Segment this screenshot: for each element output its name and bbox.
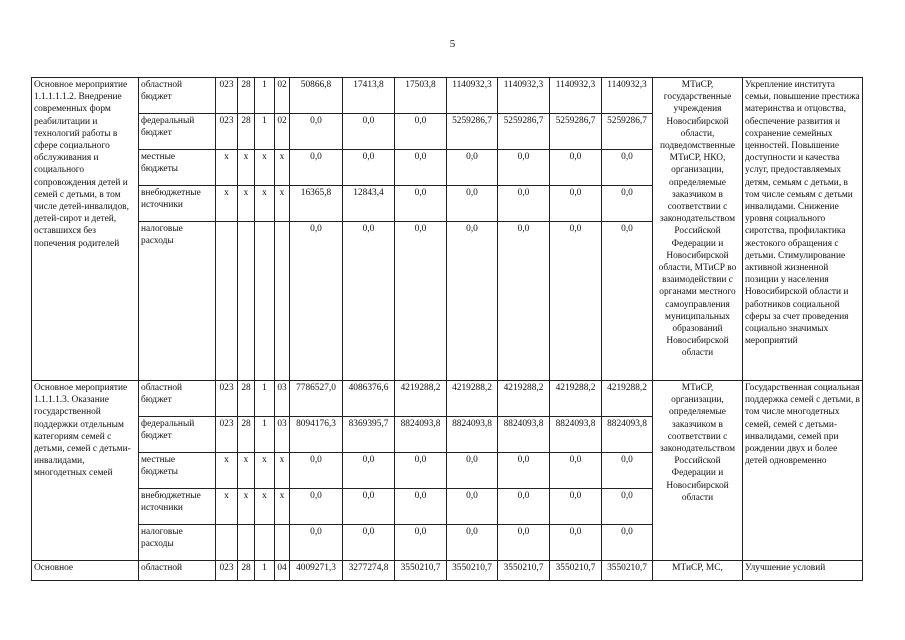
budget-code: 02 bbox=[275, 78, 290, 114]
amount-cell: 0,0 bbox=[395, 489, 447, 525]
amount-cell: 0,0 bbox=[602, 150, 653, 186]
budget-code: х bbox=[216, 489, 238, 525]
amount-cell: 0,0 bbox=[343, 525, 395, 561]
budget-code bbox=[216, 222, 238, 381]
funding-source: внебюджетные источники bbox=[139, 489, 216, 525]
funding-source: местные бюджеты bbox=[139, 453, 216, 489]
amount-cell: 0,0 bbox=[498, 453, 550, 489]
table-row bbox=[32, 381, 863, 417]
amount-cell: 4009271,3 bbox=[290, 561, 343, 581]
amount-cell: 0,0 bbox=[602, 525, 653, 561]
amount-cell: 0,0 bbox=[290, 453, 343, 489]
budget-code: х bbox=[255, 453, 275, 489]
budget-code: 02 bbox=[275, 114, 290, 150]
amount-cell: 8824093,8 bbox=[602, 417, 653, 453]
amount-cell: 0,0 bbox=[343, 114, 395, 150]
table-row bbox=[32, 78, 863, 114]
budget-code: 28 bbox=[238, 78, 255, 114]
expected-result: Государственная социальная поддержка семей с детьми, в том числе многодетных семей, семей с детьми-инвалидами, семей при рождении двух и более детей одновременно bbox=[743, 381, 863, 561]
budget-code: 1 bbox=[255, 381, 275, 417]
amount-cell: 0,0 bbox=[343, 453, 395, 489]
amount-cell: 0,0 bbox=[395, 114, 447, 150]
amount-cell: 0,0 bbox=[602, 222, 653, 381]
funding-source: налоговые расходы bbox=[139, 222, 216, 381]
funding-source: внебюджетные источники bbox=[139, 186, 216, 222]
budget-code: х bbox=[275, 489, 290, 525]
budget-code: х bbox=[216, 186, 238, 222]
amount-cell: 4219288,2 bbox=[550, 381, 602, 417]
budget-code bbox=[238, 222, 255, 381]
amount-cell: 50866,8 bbox=[290, 78, 343, 114]
expected-result: Улучшение условий bbox=[743, 561, 863, 581]
amount-cell: 8094176,3 bbox=[290, 417, 343, 453]
budget-code: 28 bbox=[238, 417, 255, 453]
budget-code: 04 bbox=[275, 561, 290, 581]
budget-code: 1 bbox=[255, 114, 275, 150]
budget-code bbox=[255, 222, 275, 381]
budget-code: х bbox=[255, 186, 275, 222]
amount-cell: 0,0 bbox=[395, 150, 447, 186]
amount-cell: 17413,8 bbox=[343, 78, 395, 114]
amount-cell: 0,0 bbox=[498, 489, 550, 525]
amount-cell: 8369395,7 bbox=[343, 417, 395, 453]
amount-cell: 0,0 bbox=[447, 150, 498, 186]
budget-code: 28 bbox=[238, 381, 255, 417]
amount-cell: 3550210,7 bbox=[602, 561, 653, 581]
amount-cell: 3550210,7 bbox=[498, 561, 550, 581]
budget-code: 03 bbox=[275, 417, 290, 453]
amount-cell: 0,0 bbox=[290, 489, 343, 525]
amount-cell: 17503,8 bbox=[395, 78, 447, 114]
amount-cell: 5259286,7 bbox=[550, 114, 602, 150]
event-title: Основное мероприятие 1.1.1.1.1.2. Внедрение современных форм реабилитации и технологий работы в сфере социального обслуживания и социального сопровождения детей и семей с детьми, в том числе детей-инвалидов, детей-сирот и детей, оставшихся без попечения родителей bbox=[32, 78, 139, 381]
amount-cell: 4219288,2 bbox=[395, 381, 447, 417]
amount-cell: 5259286,7 bbox=[602, 114, 653, 150]
amount-cell: 0,0 bbox=[602, 489, 653, 525]
event-title: Основное bbox=[32, 561, 139, 581]
responsible-executors: МТиСР, государственные учреждения Новосибирской области, подведомственные МТиСР, НКО, организации, определяемые заказчиком в соответствии с законодательством Российской Федерации и Новосибирской области, МТиСР во взаимодействии с органами местного самоуправления муниципальных образований Новосибирской области bbox=[653, 78, 743, 381]
amount-cell: 0,0 bbox=[447, 525, 498, 561]
amount-cell: 0,0 bbox=[447, 489, 498, 525]
funding-source: федеральный бюджет bbox=[139, 114, 216, 150]
budget-code: х bbox=[275, 453, 290, 489]
table-row bbox=[32, 561, 863, 581]
budget-code: 03 bbox=[275, 381, 290, 417]
event-title: Основное мероприятие 1.1.1.1.3. Оказание государственной поддержки отдельным категориям семей с детьми, семей с детьми-инвалидами, многодетных семей bbox=[32, 381, 139, 561]
amount-cell: 3550210,7 bbox=[550, 561, 602, 581]
amount-cell: 3277274,8 bbox=[343, 561, 395, 581]
budget-code: х bbox=[275, 186, 290, 222]
budget-code: 023 bbox=[216, 114, 238, 150]
amount-cell: 0,0 bbox=[447, 186, 498, 222]
budget-code: 023 bbox=[216, 561, 238, 581]
amount-cell: 0,0 bbox=[290, 222, 343, 381]
budget-code: 1 bbox=[255, 78, 275, 114]
amount-cell: 0,0 bbox=[395, 453, 447, 489]
amount-cell: 1140932,3 bbox=[498, 78, 550, 114]
amount-cell: 0,0 bbox=[395, 222, 447, 381]
responsible-executors: МТиСР, МС, bbox=[653, 561, 743, 581]
amount-cell: 3550210,7 bbox=[395, 561, 447, 581]
amount-cell: 1140932,3 bbox=[550, 78, 602, 114]
amount-cell: 8824093,8 bbox=[498, 417, 550, 453]
budget-code: 023 bbox=[216, 381, 238, 417]
funding-source: местные бюджеты bbox=[139, 150, 216, 186]
budget-code: 023 bbox=[216, 417, 238, 453]
amount-cell: 0,0 bbox=[550, 222, 602, 381]
amount-cell: 0,0 bbox=[498, 150, 550, 186]
responsible-executors: МТиСР, организации, определяемые заказчиком в соответствии с законодательством Российской Федерации и Новосибирской области bbox=[653, 381, 743, 561]
budget-code: 023 bbox=[216, 78, 238, 114]
budget-code bbox=[238, 525, 255, 561]
budget-code bbox=[255, 525, 275, 561]
budget-code: х bbox=[275, 150, 290, 186]
amount-cell: 0,0 bbox=[550, 186, 602, 222]
amount-cell: 0,0 bbox=[447, 222, 498, 381]
amount-cell: 0,0 bbox=[602, 186, 653, 222]
amount-cell: 0,0 bbox=[290, 525, 343, 561]
amount-cell: 4219288,2 bbox=[498, 381, 550, 417]
amount-cell: 0,0 bbox=[395, 525, 447, 561]
amount-cell: 5259286,7 bbox=[447, 114, 498, 150]
amount-cell: 0,0 bbox=[550, 525, 602, 561]
page-number: 5 bbox=[449, 38, 456, 50]
amount-cell: 4086376,6 bbox=[343, 381, 395, 417]
amount-cell: 0,0 bbox=[343, 150, 395, 186]
funding-source: областной бюджет bbox=[139, 78, 216, 114]
funding-source: федеральный бюджет bbox=[139, 417, 216, 453]
funding-source: областной бюджет bbox=[139, 381, 216, 417]
amount-cell: 0,0 bbox=[550, 453, 602, 489]
amount-cell: 8824093,8 bbox=[447, 417, 498, 453]
amount-cell: 0,0 bbox=[550, 489, 602, 525]
funding-source: областной bbox=[139, 561, 216, 581]
budget-code: х bbox=[238, 186, 255, 222]
amount-cell: 0,0 bbox=[290, 150, 343, 186]
budget-code: х bbox=[216, 150, 238, 186]
amount-cell: 12843,4 bbox=[343, 186, 395, 222]
amount-cell: 1140932,3 bbox=[447, 78, 498, 114]
funding-source: налоговые расходы bbox=[139, 525, 216, 561]
amount-cell: 0,0 bbox=[498, 222, 550, 381]
budget-code bbox=[275, 525, 290, 561]
amount-cell: 4219288,2 bbox=[602, 381, 653, 417]
amount-cell: 0,0 bbox=[602, 453, 653, 489]
amount-cell: 8824093,8 bbox=[395, 417, 447, 453]
budget-code: х bbox=[255, 150, 275, 186]
amount-cell: 3550210,7 bbox=[447, 561, 498, 581]
budget-code: 28 bbox=[238, 561, 255, 581]
budget-code: 1 bbox=[255, 561, 275, 581]
budget-code: х bbox=[238, 489, 255, 525]
expected-result: Укрепление института семьи, повышение престижа материнства и отцовства, обеспечение развития и сохранение семейных ценностей. Повышение доступности и качества услуг, предоставляемых детям, семьям с детьми, в том числе семьям с детьми инвалидами. Снижение уровня социального сиротства, профилактика жестокого обращения с детьми. Стимулирование активной жизненной позиции у населения Новосибирской области и работников социальной сферы за счет проведения социально значимых мероприятий bbox=[743, 78, 863, 381]
budget-code bbox=[216, 525, 238, 561]
amount-cell: 0,0 bbox=[447, 453, 498, 489]
amount-cell: 0,0 bbox=[550, 150, 602, 186]
amount-cell: 5259286,7 bbox=[498, 114, 550, 150]
amount-cell: 0,0 bbox=[498, 186, 550, 222]
amount-cell: 4219288,2 bbox=[447, 381, 498, 417]
budget-code: х bbox=[255, 489, 275, 525]
amount-cell: 1140932,3 bbox=[602, 78, 653, 114]
amount-cell: 0,0 bbox=[498, 525, 550, 561]
budget-code: 1 bbox=[255, 417, 275, 453]
amount-cell: 0,0 bbox=[395, 186, 447, 222]
budget-code bbox=[275, 222, 290, 381]
budget-code: х bbox=[238, 453, 255, 489]
budget-code: 28 bbox=[238, 114, 255, 150]
amount-cell: 7786527,0 bbox=[290, 381, 343, 417]
amount-cell: 0,0 bbox=[290, 114, 343, 150]
amount-cell: 16365,8 bbox=[290, 186, 343, 222]
budget-code: х bbox=[238, 150, 255, 186]
program-table bbox=[31, 77, 863, 581]
budget-code: х bbox=[216, 453, 238, 489]
amount-cell: 0,0 bbox=[343, 489, 395, 525]
amount-cell: 0,0 bbox=[343, 222, 395, 381]
amount-cell: 8824093,8 bbox=[550, 417, 602, 453]
